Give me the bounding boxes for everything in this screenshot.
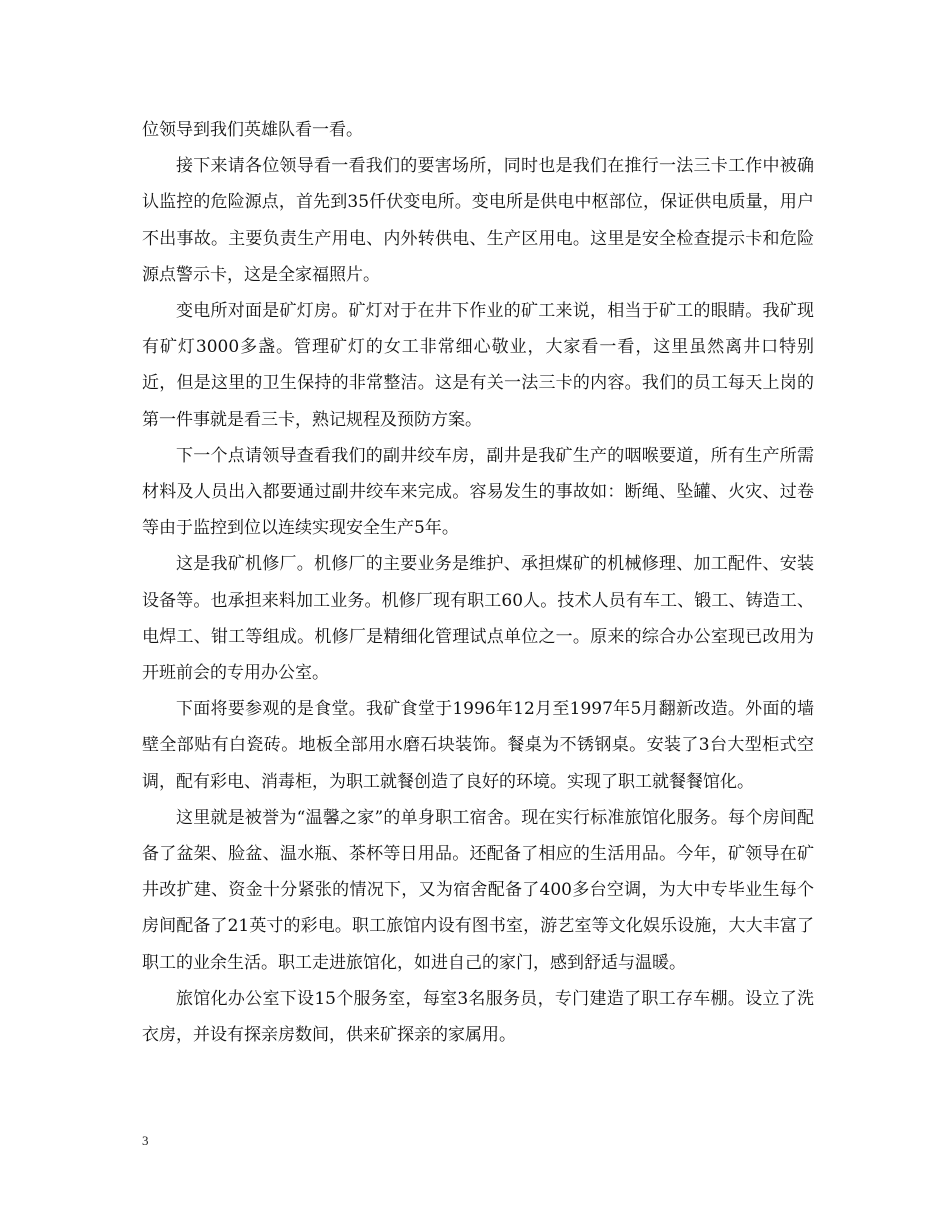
- paragraph-hoist-room: 下一个点请领导查看我们的副井绞车房，副井是我矿生产的咽喉要道，所有生产所需材料及人员出入都要通过副井绞车来完成。容易发生的事故如：断绳、坠罐、火灾、过卷等由于监控到位以连续实现安全生产5年。: [142, 445, 814, 539]
- paragraph-continuation: 位领导到我们英雄队看一看。: [142, 120, 363, 140]
- paragraph-canteen: 下面将要参观的是食堂。我矿食堂于1996年12月至1997年5月翻新改造。外面的墙壁全部贴有白瓷砖。地板全部用水磨石块装饰。餐桌为不锈钢桌。安装了3台大型柜式空调，配有彩电、消毒柜，为职工就餐创造了良好的环境。实现了职工就餐餐馆化。: [142, 699, 814, 792]
- paragraph-dormitory: 这里就是被誉为“温馨之家”的单身职工宿舍。现在实行标准旅馆化服务。每个房间配备了盆架、脸盆、温水瓶、茶杯等日用品。还配备了相应的生活用品。今年，矿领导在矿井改扩建、资金十分紧张的情况下，又为宿舍配备了400多台空调，为大中专毕业生每个房间配备了21英寸的彩电。职工旅馆内设有图书室，游艺室等文化娱乐设施，大大丰富了职工的业余生活。职工走进旅馆化，如进自己的家门，感到舒适与温暖。: [142, 807, 814, 973]
- paragraph-lamp-room: 变电所对面是矿灯房。矿灯对于在井下作业的矿工来说，相当于矿工的眼睛。我矿现有矿灯3000多盏。管理矿灯的女工非常细心敬业，大家看一看，这里虽然离井口特别近，但是这里的卫生保持的非常整洁。这是有关一法三卡的内容。我们的员工每天上岗的第一件事就是看三卡，熟记规程及预防方案。: [142, 301, 814, 430]
- body-text: [142, 112, 814, 1053]
- paragraph-service-office: 旅馆化办公室下设15个服务室，每室3名服务员，专门建造了职工存车棚。设立了洗衣房，并设有探亲房数间，供来矿探亲的家属用。: [142, 988, 814, 1046]
- paragraph-substation: 接下来请各位领导看一看我们的要害场所，同时也是我们在推行一法三卡工作中被确认监控的危险源点，首先到35仟伏变电所。变电所是供电中枢部位，保证供电质量，用户不出事故。主要负责生产用电、内外转供电、生产区用电。这里是安全检查提示卡和危险源点警示卡，这是全家福照片。: [142, 156, 814, 285]
- page-number: 3: [142, 1133, 149, 1148]
- paragraph-repair-shop: 这是我矿机修厂。机修厂的主要业务是维护、承担煤矿的机械修理、加工配件、安装设备等。也承担来料加工业务。机修厂现有职工60人。技术人员有车工、锻工、铸造工、电焊工、钳工等组成。机修厂是精细化管理试点单位之一。原来的综合办公室现已改用为开班前会的专用办公室。: [142, 554, 814, 684]
